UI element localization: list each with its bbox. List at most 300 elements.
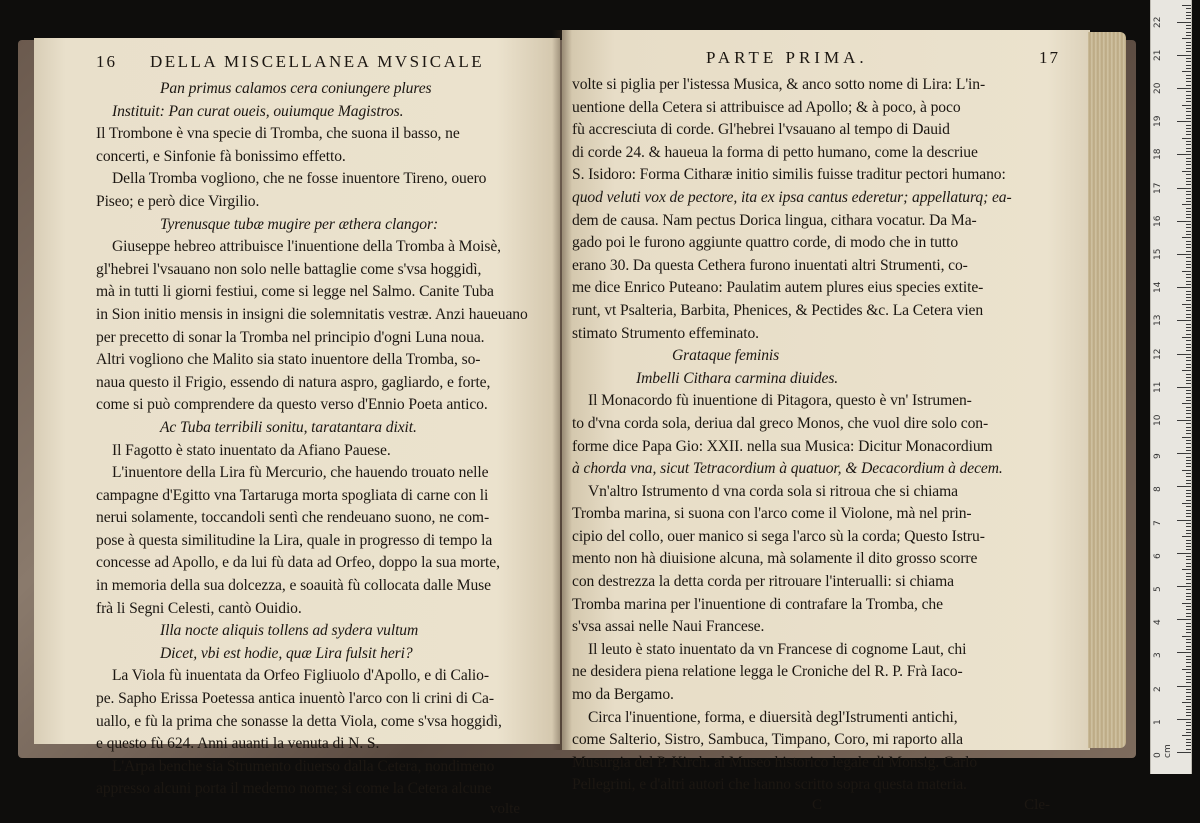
left-page-footer xyxy=(96,801,538,823)
text-line: mà in tutti li giorni festiui, come si legge nel Salmo. Canite Tuba xyxy=(96,283,494,301)
text-line: Illa nocte aliquis tollens ad sydera vultum xyxy=(160,622,419,640)
ruler-tick xyxy=(1186,68,1191,69)
left-catchword: volte xyxy=(490,801,520,817)
text-line: Pellegrini, e d'altri autori che hanno scritto sopra questa materia. xyxy=(572,776,967,794)
ruler-tick xyxy=(1182,237,1191,238)
ruler-tick xyxy=(1182,669,1191,670)
text-line: appresso alcuni porta il medemo nome; si come la Cetera alcune xyxy=(96,780,492,798)
text-line: me dice Enrico Puteano: Paulatim autem plures eius species extite- xyxy=(572,279,984,297)
left-page xyxy=(34,38,560,817)
ruler-tick xyxy=(1177,686,1191,687)
text-line: Imbelli Cithara carmina diuides. xyxy=(636,369,839,387)
ruler-tick xyxy=(1186,699,1191,700)
ruler-tick xyxy=(1186,310,1191,311)
ruler-tick xyxy=(1186,125,1191,126)
ruler-tick xyxy=(1186,712,1191,713)
text-line: cipio del collo, ouer manico si sega l'arco sù la corda; Questo Istru- xyxy=(572,527,985,545)
ruler-tick xyxy=(1177,486,1191,487)
ruler-tick xyxy=(1186,201,1191,202)
ruler-tick xyxy=(1186,75,1191,76)
ruler-tick xyxy=(1186,410,1191,411)
ruler-label: 12 xyxy=(1153,348,1163,360)
text-line: Della Tromba vogliono, che ne fosse inuentore Tireno, ouero xyxy=(112,170,487,188)
ruler-tick xyxy=(1177,88,1191,89)
ruler-tick xyxy=(1186,131,1191,132)
ruler-tick xyxy=(1186,174,1191,175)
text-line: Vn'altro Istrumento d vna corda sola si ritroua che si chiama xyxy=(588,482,958,500)
ruler-tick xyxy=(1186,460,1191,461)
text-line: Tyrenusque tubæ mugire per æthera clangor: xyxy=(160,215,439,233)
ruler-tick xyxy=(1186,689,1191,690)
ruler-label: 8 xyxy=(1153,486,1163,493)
ruler-label: 4 xyxy=(1153,619,1163,626)
text-line: S. Isidoro: Forma Citharæ initio similis fuisse traditur pectori humano: xyxy=(572,166,1006,184)
ruler-tick xyxy=(1186,609,1191,610)
ruler-tick xyxy=(1186,666,1191,667)
ruler-tick xyxy=(1186,151,1191,152)
ruler-tick xyxy=(1186,606,1191,607)
ruler-tick xyxy=(1186,576,1191,577)
ruler-tick xyxy=(1177,719,1191,720)
ruler-tick xyxy=(1177,586,1191,587)
ruler-tick xyxy=(1182,337,1191,338)
book-gutter xyxy=(552,30,572,750)
ruler-tick xyxy=(1186,347,1191,348)
text-line: dem de causa. Nam pectus Dorica lingua, cithara vocatur. Da Ma- xyxy=(572,211,977,229)
text-line: Il leuto è stato inuentato da vn Francese di cognome Laut, chi xyxy=(588,640,967,658)
ruler-tick xyxy=(1182,603,1191,604)
ruler-tick xyxy=(1186,158,1191,159)
text-line: e questo fù 624. Anni auanti la venuta di N. S. xyxy=(96,735,380,753)
ruler-tick xyxy=(1186,476,1191,477)
ruler-tick xyxy=(1177,22,1191,23)
ruler-tick xyxy=(1186,367,1191,368)
text-line: in Sion initio mensis in insigni die solemnitatis vestræ. Anzi haueuano xyxy=(96,305,528,323)
ruler-label: 18 xyxy=(1153,148,1163,161)
text-line: volte si piglia per l'istessa Musica, & anco sotto nome di Lira: L'in- xyxy=(572,76,986,93)
ruler-tick xyxy=(1186,330,1191,331)
ruler-tick xyxy=(1186,191,1191,192)
ruler-tick xyxy=(1186,350,1191,351)
ruler-tick xyxy=(1186,357,1191,358)
ruler-tick xyxy=(1177,320,1191,321)
ruler-tick xyxy=(1186,247,1191,248)
ruler-label: 2 xyxy=(1153,685,1163,692)
ruler-tick xyxy=(1186,549,1191,550)
ruler-tick xyxy=(1186,423,1191,424)
ruler-tick xyxy=(1186,374,1191,375)
text-line: Il Monacordo fù inuentione di Pitagora, questo è vn' Istrumen- xyxy=(588,392,972,410)
ruler-tick xyxy=(1186,18,1191,19)
ruler-tick xyxy=(1186,646,1191,647)
ruler-tick xyxy=(1186,506,1191,507)
ruler-tick xyxy=(1186,447,1191,448)
text-line: L'Arpa benche sia Strumento diuerso dalla Cetera, nondimeno xyxy=(112,757,495,775)
ruler-tick xyxy=(1186,732,1191,733)
ruler-tick xyxy=(1186,546,1191,547)
ruler-tick xyxy=(1186,251,1191,252)
ruler-tick xyxy=(1186,264,1191,265)
ruler-label: 0 cm xyxy=(1153,744,1173,758)
ruler-tick xyxy=(1186,184,1191,185)
ruler-tick xyxy=(1182,735,1191,736)
right-page xyxy=(562,30,1090,813)
ruler-tick xyxy=(1186,450,1191,451)
ruler-tick xyxy=(1186,745,1191,746)
text-line: stimato Strumento effeminato. xyxy=(572,324,759,342)
ruler-tick xyxy=(1186,493,1191,494)
ruler-tick xyxy=(1186,390,1191,391)
ruler-tick xyxy=(1186,217,1191,218)
ruler-tick xyxy=(1182,38,1191,39)
ruler-tick xyxy=(1186,234,1191,235)
right-page-footer xyxy=(572,797,1060,819)
text-line: campagne d'Egitto vna Tartaruga morta spogliata di carne con li xyxy=(96,486,489,504)
ruler-tick xyxy=(1186,466,1191,467)
ruler-tick xyxy=(1186,722,1191,723)
ruler-tick xyxy=(1186,65,1191,66)
ruler-tick xyxy=(1186,523,1191,524)
ruler-tick xyxy=(1186,161,1191,162)
ruler-tick xyxy=(1186,344,1191,345)
ruler-tick xyxy=(1186,589,1191,590)
ruler-tick xyxy=(1186,613,1191,614)
ruler-label: 19 xyxy=(1153,115,1163,128)
ruler-tick xyxy=(1186,427,1191,428)
ruler-tick xyxy=(1186,51,1191,52)
ruler-tick xyxy=(1182,569,1191,570)
ruler-tick xyxy=(1177,420,1191,421)
ruler-tick xyxy=(1186,749,1191,750)
ruler-tick xyxy=(1186,739,1191,740)
right-page-text xyxy=(572,74,1060,797)
text-line: per precetto di sonar la Tromba nel principio d'ogni Luna noua. xyxy=(96,328,485,346)
ruler-tick xyxy=(1186,656,1191,657)
ruler-tick xyxy=(1186,148,1191,149)
ruler-tick xyxy=(1186,364,1191,365)
ruler-tick xyxy=(1177,121,1191,122)
ruler-label: 1 xyxy=(1153,719,1163,725)
ruler-tick xyxy=(1186,682,1191,683)
left-page-text xyxy=(96,78,538,801)
ruler-tick xyxy=(1186,108,1191,109)
text-line: Altri vogliono che Malito sia stato inuentore della Tromba, so- xyxy=(96,351,481,369)
text-line: ne desidera piena relatione legga le Croniche del R. P. Frà Iaco- xyxy=(572,663,963,681)
ruler-tick xyxy=(1186,324,1191,325)
ruler-tick xyxy=(1186,144,1191,145)
ruler-tick xyxy=(1186,676,1191,677)
ruler-tick xyxy=(1186,111,1191,112)
text-line: Pan primus calamos cera coniungere plures xyxy=(160,80,432,97)
measuring-ruler xyxy=(1150,0,1192,774)
ruler-tick xyxy=(1182,536,1191,537)
ruler-tick xyxy=(1186,380,1191,381)
text-line: naua questo il Frigio, essendo di natura aspro, gagliardo, e forte, xyxy=(96,373,491,391)
ruler-tick xyxy=(1186,134,1191,135)
ruler-label: 21 xyxy=(1153,49,1163,61)
right-catchword: Cle- xyxy=(1024,797,1050,813)
ruler-tick xyxy=(1186,257,1191,258)
ruler-tick xyxy=(1182,71,1191,72)
ruler-tick xyxy=(1186,573,1191,574)
ruler-tick xyxy=(1186,639,1191,640)
ruler-tick xyxy=(1186,58,1191,59)
text-line: uallo, e fù la prima che sonasse la detta Viola, come s'vsa hoggidì, xyxy=(96,712,502,730)
ruler-tick xyxy=(1186,25,1191,26)
ruler-tick xyxy=(1186,227,1191,228)
ruler-tick xyxy=(1186,642,1191,643)
right-page-number: 17 xyxy=(1039,48,1060,67)
ruler-tick xyxy=(1186,12,1191,13)
ruler-tick xyxy=(1186,709,1191,710)
ruler-tick xyxy=(1177,221,1191,222)
ruler-tick xyxy=(1186,629,1191,630)
ruler-tick xyxy=(1186,168,1191,169)
ruler-tick xyxy=(1186,291,1191,292)
ruler-tick xyxy=(1186,540,1191,541)
text-line: gl'hebrei l'vsauano non solo nelle battaglie come s'vsa hoggidì, xyxy=(96,260,482,278)
ruler-tick xyxy=(1186,231,1191,232)
ruler-tick xyxy=(1182,271,1191,272)
ruler-tick xyxy=(1177,553,1191,554)
ruler-tick xyxy=(1182,702,1191,703)
ruler-label: 10 xyxy=(1153,414,1163,426)
ruler-tick xyxy=(1186,672,1191,673)
ruler-tick xyxy=(1177,453,1191,454)
text-line: Il Fagotto è stato inuentato da Afiano Pauese. xyxy=(112,441,391,459)
ruler-tick xyxy=(1186,513,1191,514)
ruler-tick xyxy=(1186,8,1191,9)
text-line: à chorda vna, sicut Tetracordium à quatuor, & Decacordium à decem. xyxy=(572,460,1003,478)
signature-mark: C xyxy=(812,797,823,813)
left-page-number: 16 xyxy=(96,52,117,71)
ruler-tick xyxy=(1186,706,1191,707)
ruler-tick xyxy=(1182,5,1191,6)
ruler-tick xyxy=(1177,154,1191,155)
ruler-tick xyxy=(1186,533,1191,534)
ruler-tick xyxy=(1186,593,1191,594)
ruler-tick xyxy=(1186,583,1191,584)
ruler-tick xyxy=(1186,649,1191,650)
ruler-tick xyxy=(1177,619,1191,620)
ruler-tick xyxy=(1186,725,1191,726)
text-line: Tromba marina per l'inuentione di contrafare la Tromba, che xyxy=(572,595,943,613)
ruler-tick xyxy=(1186,128,1191,129)
ruler-tick xyxy=(1177,188,1191,189)
ruler-tick xyxy=(1186,297,1191,298)
ruler-tick xyxy=(1186,300,1191,301)
ruler-tick xyxy=(1182,105,1191,106)
ruler-tick xyxy=(1186,42,1191,43)
text-line: uentione della Cetera si attribuisce ad Apollo; & à poco, à poco xyxy=(572,98,961,116)
ruler-tick xyxy=(1186,563,1191,564)
ruler-tick xyxy=(1186,659,1191,660)
text-line: nerui solamente, toccandoli sentì che rendeuano suono, ne com- xyxy=(96,509,490,527)
ruler-tick xyxy=(1182,437,1191,438)
ruler-label: 11 xyxy=(1153,381,1163,393)
text-line: in memoria della sua dolcezza, e soauità fù collocata dalle Muse xyxy=(96,577,491,595)
ruler-tick xyxy=(1186,78,1191,79)
ruler-label: 7 xyxy=(1153,519,1163,526)
ruler-tick xyxy=(1186,61,1191,62)
ruler-tick xyxy=(1186,483,1191,484)
ruler-tick xyxy=(1177,752,1191,753)
ruler-label: 14 xyxy=(1153,281,1163,294)
text-line: Ac Tuba terribili sonitu, taratantara dixit. xyxy=(160,418,417,436)
ruler-tick xyxy=(1186,596,1191,597)
ruler-tick xyxy=(1186,95,1191,96)
ruler-tick xyxy=(1177,354,1191,355)
ruler-tick xyxy=(1186,261,1191,262)
text-line: Tromba marina, si suona con l'arco come il Violone, mà nel prin- xyxy=(572,505,972,523)
text-line: gado poi le furono aggiunte quattro corde, di modo che in tutto xyxy=(572,234,959,252)
ruler-tick xyxy=(1186,566,1191,567)
ruler-tick xyxy=(1186,440,1191,441)
ruler-tick xyxy=(1182,636,1191,637)
ruler-tick xyxy=(1186,181,1191,182)
ruler-tick xyxy=(1186,516,1191,517)
left-running-title: DELLA MISCELLANEA MVSICALE xyxy=(150,52,485,71)
ruler-tick xyxy=(1186,32,1191,33)
ruler-tick xyxy=(1186,692,1191,693)
text-line: mo da Bergamo. xyxy=(572,686,674,704)
ruler-tick xyxy=(1177,652,1191,653)
ruler-tick xyxy=(1186,490,1191,491)
text-line: forme dice Papa Gio: XXII. nella sua Musica: Dicitur Monacordium xyxy=(572,437,993,455)
text-line: runt, vt Psalteria, Barbita, Phenices, & Pectides &c. La Cetera vien xyxy=(572,301,984,319)
ruler-tick xyxy=(1186,397,1191,398)
text-line: Circa l'inuentione, forma, e diuersità degl'Istrumenti antichi, xyxy=(588,708,958,726)
ruler-tick xyxy=(1186,696,1191,697)
ruler-tick xyxy=(1186,393,1191,394)
ruler-tick xyxy=(1186,383,1191,384)
ruler-tick xyxy=(1186,141,1191,142)
text-line: Dicet, vbi est hodie, quæ Lira fulsit heri? xyxy=(160,644,413,662)
ruler-tick xyxy=(1186,198,1191,199)
ruler-tick xyxy=(1182,403,1191,404)
ruler-tick xyxy=(1186,400,1191,401)
text-line: to d'vna corda sola, deriua dal greco Monos, che vuol dire solo con- xyxy=(572,414,989,432)
ruler-tick xyxy=(1186,164,1191,165)
ruler-tick xyxy=(1186,91,1191,92)
ruler-label: 16 xyxy=(1153,215,1163,227)
ruler-tick xyxy=(1177,287,1191,288)
ruler-tick xyxy=(1186,35,1191,36)
ruler-tick xyxy=(1186,340,1191,341)
ruler-label: 6 xyxy=(1153,553,1163,559)
ruler-tick xyxy=(1186,463,1191,464)
ruler-tick xyxy=(1186,118,1191,119)
ruler-tick xyxy=(1186,277,1191,278)
ruler-tick xyxy=(1186,81,1191,82)
ruler-label: 3 xyxy=(1153,652,1163,659)
ruler-tick xyxy=(1186,530,1191,531)
text-line: Piseo; e però dice Virgilio. xyxy=(96,192,260,210)
ruler-tick xyxy=(1186,430,1191,431)
ruler-tick xyxy=(1186,626,1191,627)
text-line: pose à questa similitudine la Lira, quale in progresso di tempo la xyxy=(96,531,493,549)
ruler-tick xyxy=(1186,284,1191,285)
text-line: concesse ad Apollo, e da lui fù data ad Orfeo, doppo la sua morte, xyxy=(96,554,500,572)
ruler-tick xyxy=(1186,433,1191,434)
ruler-tick xyxy=(1186,307,1191,308)
ruler-label: 22 xyxy=(1153,16,1163,28)
ruler-tick xyxy=(1177,254,1191,255)
ruler-tick xyxy=(1186,267,1191,268)
left-page-header xyxy=(96,52,538,78)
ruler-tick xyxy=(1186,579,1191,580)
text-line: concerti, e Sinfonie fà bonissimo effetto. xyxy=(96,147,346,165)
text-line: come si può comprendere da questo verso d'Ennio Poeta antico. xyxy=(96,396,488,414)
ruler-tick xyxy=(1186,214,1191,215)
ruler-tick xyxy=(1186,715,1191,716)
ruler-tick xyxy=(1186,45,1191,46)
ruler-tick xyxy=(1186,334,1191,335)
text-line: Instituit: Pan curat oueis, ouiumque Magistros. xyxy=(112,102,404,120)
ruler-tick xyxy=(1186,294,1191,295)
text-line: fù accresciuta di corde. Gl'hebrei l'vsauano al tempo di Dauid xyxy=(572,121,950,139)
ruler-tick xyxy=(1186,241,1191,242)
ruler-tick xyxy=(1186,281,1191,282)
text-line: quod veluti vox de pectore, ita ex ipsa cantus ederetur; appellaturq; ea- xyxy=(572,188,1012,206)
text-line: s'vsa assai nelle Naui Francese. xyxy=(572,618,765,636)
ruler-tick xyxy=(1186,480,1191,481)
text-line: mento non hà diuisione alcuna, mà solamente il dito grosso scorre xyxy=(572,550,978,568)
right-running-title: PARTE PRIMA. xyxy=(706,48,868,67)
ruler-tick xyxy=(1186,413,1191,414)
ruler-tick xyxy=(1186,98,1191,99)
ruler-tick xyxy=(1186,473,1191,474)
ruler-tick xyxy=(1186,407,1191,408)
ruler-tick xyxy=(1186,457,1191,458)
ruler-tick xyxy=(1186,623,1191,624)
ruler-tick xyxy=(1186,599,1191,600)
text-line: Giuseppe hebreo attribuisce l'inuentione della Tromba à Moisè, xyxy=(112,238,501,256)
ruler-label: 20 xyxy=(1153,82,1163,94)
text-line: con destrezza la detta corda per ritrouare l'interualli: si chiama xyxy=(572,573,954,591)
ruler-tick xyxy=(1186,662,1191,663)
ruler-tick xyxy=(1186,85,1191,86)
ruler-tick xyxy=(1186,443,1191,444)
ruler-tick xyxy=(1186,632,1191,633)
ruler-tick xyxy=(1182,204,1191,205)
ruler-tick xyxy=(1182,138,1191,139)
ruler-tick xyxy=(1186,377,1191,378)
ruler-tick xyxy=(1186,679,1191,680)
text-line: pe. Sapho Erissa Poetessa antica inuentò l'arco con li crini di Ca- xyxy=(96,690,494,708)
ruler-tick xyxy=(1177,387,1191,388)
page-edges xyxy=(1088,32,1126,748)
ruler-label: 9 xyxy=(1153,453,1163,460)
ruler-tick xyxy=(1186,314,1191,315)
ruler-tick xyxy=(1186,616,1191,617)
ruler-tick xyxy=(1186,543,1191,544)
ruler-tick xyxy=(1186,559,1191,560)
ruler-tick xyxy=(1177,55,1191,56)
ruler-tick xyxy=(1186,101,1191,102)
text-line: L'inuentore della Lira fù Mercurio, che hauendo trouato nelle xyxy=(112,464,489,482)
ruler-tick xyxy=(1186,15,1191,16)
ruler-tick xyxy=(1186,115,1191,116)
ruler-label: 13 xyxy=(1153,314,1163,327)
ruler-tick xyxy=(1186,417,1191,418)
text-line: La Viola fù inuentata da Orfeo Figliuolo d'Apollo, e di Calio- xyxy=(112,667,489,685)
text-line: erano 30. Da questa Cethera furono inuentati altri Strumenti, co- xyxy=(572,256,968,274)
ruler-tick xyxy=(1182,370,1191,371)
text-line: come Salterio, Sistro, Sambuca, Timpano, Coro, mi raporto alla xyxy=(572,731,963,749)
ruler-tick xyxy=(1186,327,1191,328)
text-line: Grataque feminis xyxy=(672,347,780,365)
